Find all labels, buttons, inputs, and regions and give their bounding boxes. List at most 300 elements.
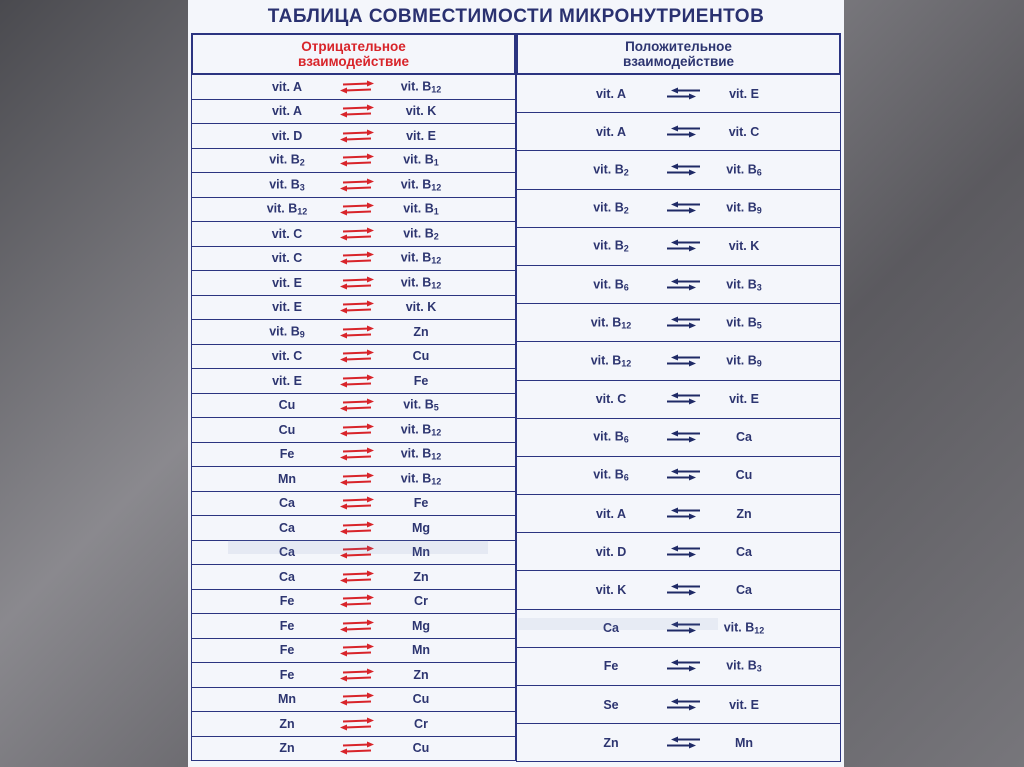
nutrient-name: vit. A — [271, 79, 303, 94]
negative-exchange-arrows-icon — [337, 104, 377, 118]
table-row — [516, 648, 841, 686]
nutrient-name: vit. E — [729, 697, 759, 712]
nutrient-name: Fe — [279, 667, 295, 682]
table-row — [191, 271, 516, 296]
nutrient-subscript: 3 — [299, 182, 305, 193]
nutrient-name: vit. B — [269, 152, 300, 167]
positive-exchange-arrows-icon — [664, 545, 704, 559]
positive-exchange-arrows-icon — [664, 468, 704, 482]
nutrient-right — [380, 202, 462, 217]
nutrient-name: Cu — [735, 468, 753, 483]
nutrient-subscript: 9 — [299, 329, 305, 340]
nutrient-right — [380, 619, 462, 633]
nutrient-right — [703, 698, 785, 712]
nutrient-left — [252, 472, 322, 486]
nutrient-name: vit. A — [271, 104, 303, 119]
nutrient-right — [380, 251, 462, 266]
nutrient-left — [252, 129, 322, 143]
table-row — [191, 443, 516, 468]
table-row — [191, 198, 516, 223]
positive-exchange-arrows-icon — [664, 354, 704, 368]
table-row — [191, 565, 516, 590]
nutrient-name: vit. B — [400, 471, 432, 486]
nutrient-right — [380, 300, 462, 314]
nutrient-name: vit. B — [726, 658, 757, 673]
nutrient-right — [703, 736, 785, 750]
nutrient-name: Cu — [278, 422, 296, 437]
nutrient-name: Mn — [411, 643, 431, 658]
nutrient-name: Fe — [603, 659, 619, 674]
nutrient-name: Ca — [279, 569, 295, 584]
nutrient-name: vit. B — [726, 162, 757, 177]
nutrient-name: Cu — [412, 349, 430, 364]
nutrient-left — [575, 125, 647, 139]
nutrient-name: vit. K — [405, 104, 437, 119]
table-row — [191, 320, 516, 345]
nutrient-right — [380, 521, 462, 535]
nutrient-name: vit. A — [595, 506, 627, 521]
nutrient-name: vit. B — [269, 177, 300, 192]
nutrient-right — [380, 570, 462, 584]
nutrient-subscript: 3 — [756, 663, 762, 674]
nutrient-right — [703, 239, 785, 253]
table-row — [516, 75, 841, 113]
negative-interaction-rows — [191, 75, 516, 761]
nutrient-name: vit. B — [593, 162, 624, 177]
table-row — [191, 737, 516, 762]
positive-exchange-arrows-icon — [664, 736, 704, 750]
nutrient-right — [380, 79, 462, 94]
nutrient-name: Mg — [411, 618, 431, 633]
nutrient-right — [380, 275, 462, 290]
table-row — [191, 590, 516, 615]
negative-exchange-arrows-icon — [337, 325, 377, 339]
nutrient-name: vit. A — [595, 124, 627, 139]
negative-exchange-arrows-icon — [337, 129, 377, 143]
nutrient-left — [575, 507, 647, 521]
negative-exchange-arrows-icon — [337, 300, 377, 314]
positive-exchange-arrows-icon — [664, 507, 704, 521]
nutrient-name: vit. C — [271, 226, 303, 241]
nutrient-left — [252, 741, 322, 755]
nutrient-left — [575, 468, 647, 483]
positive-header-line2: взаимодействие — [622, 54, 735, 69]
nutrient-right — [380, 153, 462, 168]
nutrient-name: vit. C — [271, 349, 303, 364]
nutrient-right — [703, 392, 785, 406]
nutrient-right — [703, 430, 785, 444]
negative-exchange-arrows-icon — [337, 472, 377, 486]
nutrient-left — [575, 239, 647, 254]
negative-exchange-arrows-icon — [337, 594, 377, 608]
table-row — [191, 247, 516, 272]
nutrient-left — [252, 594, 322, 608]
nutrient-name: Fe — [413, 496, 429, 511]
nutrient-name: vit. E — [272, 275, 302, 290]
nutrient-subscript: 12 — [431, 427, 442, 438]
nutrient-name: Zn — [413, 324, 429, 339]
nutrient-subscript: 2 — [623, 205, 629, 216]
table-row — [191, 639, 516, 664]
nutrient-name: Ca — [279, 520, 295, 535]
nutrient-left — [252, 177, 322, 192]
nutrient-right — [380, 177, 462, 192]
table-row — [191, 492, 516, 517]
nutrient-left — [252, 104, 322, 118]
nutrient-name: vit. B — [726, 315, 757, 330]
nutrient-left — [252, 447, 322, 461]
negative-interaction-header — [191, 33, 516, 75]
nutrient-left — [252, 423, 322, 437]
nutrient-name: vit. B — [403, 152, 434, 167]
nutrient-name: vit. B — [593, 467, 624, 482]
nutrient-right — [380, 226, 462, 241]
table-row — [191, 418, 516, 443]
nutrient-left — [575, 353, 647, 368]
nutrient-left — [252, 496, 322, 510]
nutrient-subscript: 12 — [297, 206, 308, 217]
nutrient-name: Cu — [412, 692, 430, 707]
nutrient-right — [703, 162, 785, 177]
negative-exchange-arrows-icon — [337, 374, 377, 388]
nutrient-left — [252, 398, 322, 412]
positive-exchange-arrows-icon — [664, 125, 704, 139]
nutrient-right — [703, 353, 785, 368]
negative-exchange-arrows-icon — [337, 717, 377, 731]
nutrient-name: Ca — [603, 621, 619, 636]
positive-exchange-arrows-icon — [664, 239, 704, 253]
nutrient-right — [380, 349, 462, 363]
nutrient-subscript: 9 — [756, 205, 762, 216]
table-row — [191, 124, 516, 149]
nutrient-name: vit. E — [272, 373, 302, 388]
table-row — [516, 266, 841, 304]
nutrient-name: Mn — [277, 471, 297, 486]
table-row — [516, 724, 841, 762]
table-row — [516, 457, 841, 495]
nutrient-name: vit. A — [595, 86, 627, 101]
negative-exchange-arrows-icon — [337, 668, 377, 682]
nutrient-left — [252, 643, 322, 657]
nutrient-name: Zn — [603, 735, 619, 750]
nutrient-name: Cr — [414, 716, 428, 731]
positive-interaction-rows — [516, 75, 841, 762]
nutrient-name: vit. B — [726, 353, 757, 368]
nutrient-subscript: 5 — [756, 320, 762, 331]
nutrient-left — [252, 202, 322, 217]
positive-exchange-arrows-icon — [664, 316, 704, 330]
ghost-smudge — [518, 618, 718, 630]
nutrient-subscript: 12 — [431, 476, 442, 487]
nutrient-name: vit. B — [590, 353, 622, 368]
positive-exchange-arrows-icon — [664, 278, 704, 292]
nutrient-left — [575, 87, 647, 101]
table-row — [516, 381, 841, 419]
nutrient-right — [703, 659, 785, 674]
nutrient-name: vit. K — [595, 583, 627, 598]
positive-exchange-arrows-icon — [664, 87, 704, 101]
nutrient-left — [252, 349, 322, 363]
nutrient-name: vit. E — [729, 86, 759, 101]
negative-exchange-arrows-icon — [337, 423, 377, 437]
nutrient-left — [252, 521, 322, 535]
table-row — [516, 419, 841, 457]
nutrient-left — [252, 717, 322, 731]
negative-exchange-arrows-icon — [337, 398, 377, 412]
nutrient-left — [575, 277, 647, 292]
nutrient-name: Cr — [414, 594, 428, 609]
nutrient-name: Fe — [413, 373, 429, 388]
nutrient-right — [703, 468, 785, 482]
table-row — [191, 296, 516, 321]
nutrient-name: vit. C — [595, 392, 627, 407]
nutrient-right — [380, 398, 462, 413]
nutrient-name: vit. B — [400, 422, 432, 437]
nutrient-name: Cu — [278, 398, 296, 413]
nutrient-subscript: 12 — [431, 451, 442, 462]
nutrient-right — [703, 545, 785, 559]
nutrient-right — [703, 87, 785, 101]
nutrient-name: Zn — [279, 716, 295, 731]
negative-exchange-arrows-icon — [337, 251, 377, 265]
nutrient-name: vit. D — [271, 128, 303, 143]
nutrient-subscript: 3 — [756, 282, 762, 293]
table-row — [516, 686, 841, 724]
nutrient-name: vit. B — [726, 200, 757, 215]
nutrient-left — [252, 276, 322, 290]
nutrient-left — [252, 692, 322, 706]
nutrient-subscript: 9 — [756, 358, 762, 369]
nutrient-right — [380, 717, 462, 731]
positive-exchange-arrows-icon — [664, 698, 704, 712]
negative-exchange-arrows-icon — [337, 227, 377, 241]
positive-exchange-arrows-icon — [664, 583, 704, 597]
table-row — [516, 533, 841, 571]
nutrient-name: Fe — [279, 447, 295, 462]
nutrient-left — [575, 545, 647, 559]
nutrient-right — [380, 594, 462, 608]
nutrient-name: vit. B — [403, 201, 434, 216]
nutrient-left — [575, 162, 647, 177]
ghost-smudge — [228, 540, 488, 554]
positive-interaction-column — [516, 33, 841, 767]
nutrient-subscript: 12 — [431, 182, 442, 193]
table-row — [191, 369, 516, 394]
nutrient-name: vit. B — [400, 177, 432, 192]
table-row — [191, 614, 516, 639]
table-row — [191, 516, 516, 541]
nutrient-name: vit. K — [405, 300, 437, 315]
nutrient-subscript: 2 — [623, 167, 629, 178]
table-row — [191, 173, 516, 198]
nutrient-right — [703, 277, 785, 292]
nutrient-name: Ca — [736, 544, 752, 559]
nutrient-left — [252, 300, 322, 314]
nutrient-subscript: 12 — [431, 84, 442, 95]
nutrient-subscript: 1 — [433, 206, 439, 217]
negative-exchange-arrows-icon — [337, 521, 377, 535]
nutrient-right — [703, 125, 785, 139]
nutrient-subscript: 6 — [623, 472, 629, 483]
nutrient-subscript: 1 — [433, 157, 439, 168]
positive-exchange-arrows-icon — [664, 392, 704, 406]
nutrient-name: vit. B — [400, 79, 432, 94]
nutrient-name: Mn — [277, 692, 297, 707]
table-row — [191, 467, 516, 492]
negative-exchange-arrows-icon — [337, 153, 377, 167]
nutrient-name: Fe — [279, 594, 295, 609]
nutrient-left — [575, 698, 647, 712]
nutrient-subscript: 6 — [623, 434, 629, 445]
nutrient-name: Fe — [279, 643, 295, 658]
nutrient-right — [380, 422, 462, 437]
table-row — [516, 342, 841, 380]
nutrient-right — [380, 496, 462, 510]
negative-exchange-arrows-icon — [337, 447, 377, 461]
nutrient-right — [703, 507, 785, 521]
table-row — [516, 304, 841, 342]
nutrient-left — [575, 201, 647, 216]
nutrient-name: Fe — [279, 618, 295, 633]
nutrient-right — [703, 201, 785, 216]
nutrient-left — [252, 153, 322, 168]
table-row — [191, 75, 516, 100]
positive-interaction-header — [516, 33, 841, 75]
nutrient-left — [575, 430, 647, 445]
table-row — [191, 663, 516, 688]
nutrient-right — [380, 129, 462, 143]
positive-exchange-arrows-icon — [664, 430, 704, 444]
nutrient-right — [380, 471, 462, 486]
nutrient-name: vit. D — [595, 544, 627, 559]
negative-exchange-arrows-icon — [337, 178, 377, 192]
nutrient-name: vit. B — [269, 324, 300, 339]
nutrient-name: vit. B — [590, 315, 622, 330]
nutrient-name: vit. B — [400, 250, 432, 265]
table-row — [516, 113, 841, 151]
nutrient-name: vit. B — [593, 200, 624, 215]
nutrient-name: vit. B — [593, 429, 624, 444]
positive-exchange-arrows-icon — [664, 201, 704, 215]
nutrient-name: vit. B — [723, 620, 755, 635]
nutrient-name: Zn — [279, 741, 295, 756]
nutrient-name: vit. B — [593, 238, 624, 253]
nutrient-name: vit. B — [266, 201, 298, 216]
table-row — [516, 571, 841, 609]
page-title: ТАБЛИЦА СОВМЕСТИМОСТИ МИКРОНУТРИЕНТОВ — [267, 5, 765, 27]
nutrient-right — [380, 643, 462, 657]
nutrient-right — [380, 668, 462, 682]
nutrient-name: vit. B — [403, 226, 434, 241]
nutrient-left — [575, 659, 647, 673]
nutrient-left — [252, 570, 322, 584]
nutrient-name: Ca — [736, 430, 752, 445]
negative-exchange-arrows-icon — [337, 643, 377, 657]
nutrient-left — [252, 227, 322, 241]
positive-exchange-arrows-icon — [664, 163, 704, 177]
nutrient-name: Ca — [279, 496, 295, 511]
negative-header-line1: Отрицательное — [301, 39, 406, 54]
nutrient-left — [252, 374, 322, 388]
negative-exchange-arrows-icon — [337, 80, 377, 94]
nutrient-right — [703, 315, 785, 330]
nutrient-subscript: 2 — [299, 157, 305, 168]
nutrient-name: vit. C — [271, 251, 303, 266]
table-row — [191, 688, 516, 713]
nutrient-name: Ca — [279, 545, 295, 560]
nutrient-left — [252, 668, 322, 682]
nutrient-left — [575, 315, 647, 330]
table-row — [516, 190, 841, 228]
nutrient-name: vit. B — [400, 275, 432, 290]
negative-exchange-arrows-icon — [337, 570, 377, 584]
negative-exchange-arrows-icon — [337, 276, 377, 290]
nutrient-subscript: 12 — [431, 280, 442, 291]
nutrient-right — [380, 104, 462, 118]
negative-exchange-arrows-icon — [337, 496, 377, 510]
nutrient-subscript: 6 — [623, 282, 629, 293]
nutrient-right — [380, 741, 462, 755]
nutrient-right — [380, 447, 462, 462]
table-row — [191, 100, 516, 125]
nutrient-name: Cu — [412, 741, 430, 756]
nutrient-subscript: 12 — [431, 255, 442, 266]
table-row — [191, 149, 516, 174]
nutrient-subscript: 12 — [754, 625, 765, 636]
nutrient-name: Se — [603, 697, 619, 712]
table-row — [516, 228, 841, 266]
table-row — [191, 345, 516, 370]
nutrient-right — [380, 374, 462, 388]
nutrient-right — [380, 692, 462, 706]
nutrient-name: Mn — [411, 545, 431, 560]
nutrient-name: Mg — [411, 520, 431, 535]
nutrient-name: Zn — [413, 569, 429, 584]
negative-exchange-arrows-icon — [337, 692, 377, 706]
nutrient-left — [252, 619, 322, 633]
nutrient-left — [252, 324, 322, 339]
nutrient-name: vit. B — [403, 397, 434, 412]
nutrient-name: vit. B — [726, 277, 757, 292]
nutrient-subscript: 5 — [433, 402, 439, 413]
nutrient-name: vit. E — [272, 300, 302, 315]
nutrient-name: vit. B — [593, 277, 624, 292]
table-row — [516, 495, 841, 533]
negative-header-line2: взаимодействие — [297, 54, 410, 69]
negative-exchange-arrows-icon — [337, 202, 377, 216]
nutrient-name: vit. B — [400, 446, 432, 461]
nutrient-name: Zn — [736, 506, 752, 521]
nutrient-name: vit. C — [728, 124, 760, 139]
table-row — [191, 222, 516, 247]
nutrient-name: Ca — [736, 583, 752, 598]
nutrient-name: vit. E — [406, 128, 436, 143]
compatibility-table-sheet — [188, 0, 844, 767]
negative-exchange-arrows-icon — [337, 619, 377, 633]
nutrient-left — [252, 80, 322, 94]
nutrient-subscript: 2 — [623, 243, 629, 254]
nutrient-subscript: 6 — [756, 167, 762, 178]
table-row — [516, 151, 841, 189]
nutrient-name: vit. K — [728, 239, 760, 254]
nutrient-subscript: 12 — [621, 320, 632, 331]
nutrient-right — [380, 325, 462, 339]
nutrient-right — [703, 583, 785, 597]
negative-interaction-column — [191, 33, 516, 767]
nutrient-name: Mn — [734, 735, 754, 750]
table-row — [191, 394, 516, 419]
table-row — [191, 712, 516, 737]
